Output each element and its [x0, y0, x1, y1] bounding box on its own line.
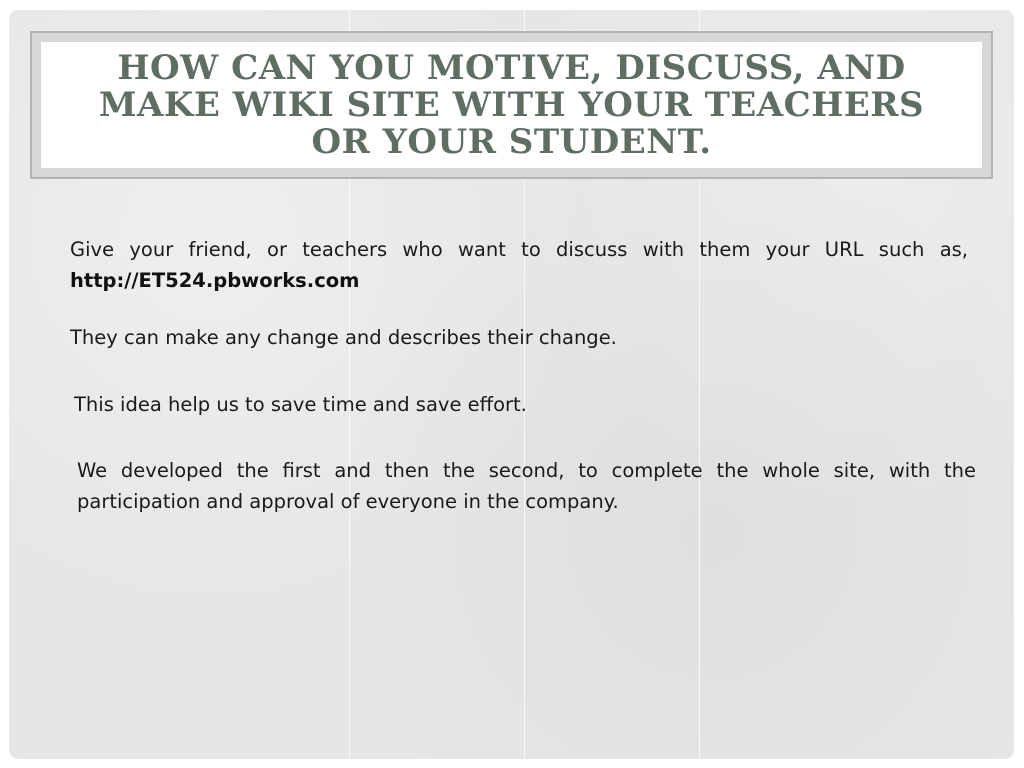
- url-link[interactable]: http://ET524.pbworks.com: [70, 269, 360, 292]
- slide: [9, 10, 1014, 759]
- title-frame: [30, 31, 993, 179]
- paragraph-idea: This idea help us to save time and save effort.: [74, 393, 527, 416]
- slide-title: HOW CAN YOU MOTIVE, DISCUSS, AND MAKE WIKI SITE WITH YOUR TEACHERS OR YOUR STUDENT.: [98, 47, 925, 162]
- paragraph-change: They can make any change and describes their change.: [70, 326, 617, 349]
- paragraph-url-text: Give your friend, or teachers who want to discuss with them your URL such as,: [70, 238, 968, 261]
- paragraph-url: [70, 234, 968, 296]
- paragraph-development: We developed the first and then the second, to complete the whole site, with the participation and approval of everyone in the company.: [77, 459, 976, 513]
- title-box: [41, 42, 982, 168]
